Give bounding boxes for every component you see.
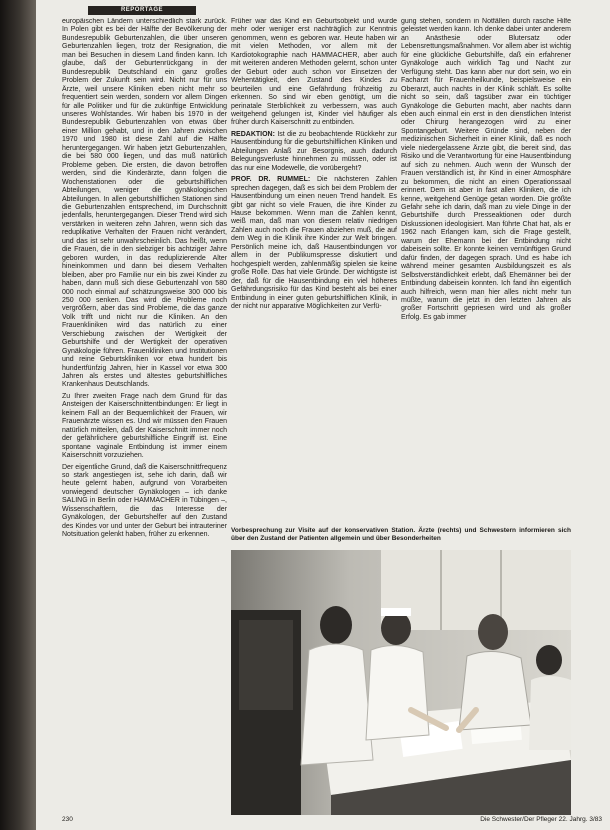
- respondent-label: PROF. DR. RUMMEL:: [231, 176, 311, 184]
- column1-paragraph: europäischen Ländern unterschiedlich stark zurück. In Polen gibt es bei der Hälfte der Bevölkerung der Bundesrepublik Geburtenzahlen, die über unseren Geburtenzahlen liegen, trotz der Resignation, die man bei Besuchen in diesem Land finden kann. Ich glaube, daß der Geburtenrückgang in der Bundesrepublik Deutschland ein ganz großes Problem der Zukunft sein wird. Nicht nur für uns Ärzte, weil unsere Kliniken eben nicht mehr so frequentiert sein werden, sondern vor allem Dingen für alle Politiker und für die zukünftige Entwicklung unseres Wohlstandes. Wir haben bis 1970 in der Bundesrepublik Geburtenzahlen von etwas über einer Million gehabt, und in den Jahren zwischen 1970 und 1980 ist diese Zahl auf die Hälfte heruntergegangen. Wir haben jetzt Geburtenzahlen, die bei 580 000 liegen, und das muß natürlich Probleme geben. Die ersten, die davon betroffen werden, sind die Kinderärzte, dann folgen die Wochenstationen oder die geburtshilflichen Abteilungen, weniger die gynäkologischen Abteilungen. In allen geburtshilflichen Stationen sind die Geburtenzahlen entsprechend, im Durchschnitt jedenfalls, heruntergegangen. Dieser Trend wird sich verstärken in weiteren zehn Jahren, wenn sich das reduplikative Verhalten der Frauen nicht verändert, und das ist sehr unwahrscheinlich. Das heißt, wenn die Frauen, die in den siebziger bis achtziger Jahre geboren wurden, in das reduplizierende Alter hineinkommen und dann bei diesem Verhalten bleiben, aber pro Familie nur ein bis zwei Kinder zu haben, dann muß sich diese Geburtenzahl von 580 000 noch einmal auf schätzungsweise 300 000 bis 250 000 senken. Das wird die Probleme noch vergrößern, aber das sind Probleme, die das ganze Volk trifft und nicht nur die Kliniken. An den Frauenkliniken wird das natürlich zu einer Verschiebung zwischen der Wertigkeit der Geburtshilfe und der Wertigkeit der operativen Gynäkologie führen. Frauenkliniken und Institutionen und reine Geburtskliniken vor etwa hundert bis hundertfünfzig Jahren, hier in Kassel vor etwa 300 Jahren als erstes und ältestes geburtshilfliches Krankenhaus Deutschlands.: [62, 18, 227, 389]
- interview-answer: [231, 176, 397, 311]
- column1-paragraph: Der eigentliche Grund, daß die Kaiserschnittfrequenz so stark angestiegen ist, sehe ich darin, daß wir heute gelernt haben, aufgrund von Vorarbeiten vorwiegend deutscher Gynäkologen – ich danke SALING in Berlin oder HAMMACHER in Tübingen –, Wissenschaftlern, die das Interesse der Gynäkologen, der Geburtshelfer auf den Zustand des Kindes vor und unter der Geburt bei intrauteriner Notsituation gelenkt haben, früher zu erkennen.: [62, 463, 227, 539]
- ward-meeting-photo: [231, 550, 571, 815]
- question-text: Ist die zu beobachtende Rückkehr zur Hausentbindung für die geburtshilflichen Kliniken und Abteilungen Anlaß zur Besorgnis, auch dadurch Belegungsverluste hinnehmen zu müssen, oder ist das nur eine Modewelle, die vorübergeht?: [231, 130, 397, 172]
- column2-paragraph: Früher war das Kind ein Geburtsobjekt und wurde mehr oder weniger erst nachträglich zur Kenntnis genommen, wenn es geboren war. Heute haben wir mit vielen Methoden, vor allem mit der Kardiotokographie nach HAMMACHER, aber auch mit weiteren anderen Methoden gelernt, schon unter der Geburt oder auch schon vor Einsetzen der Wehentätigkeit, den Zustand des Kindes zu beurteilen und eine Gefährdung frühzeitig zu erkennen. So sind wir eben genötigt, um die perinatale Sterblichkeit zu verbessern, was auch weitgehend gelungen ist, Kinder viel häufiger als früher durch Kaiserschnitt zu entbinden.: [231, 18, 397, 127]
- photo-caption: Vorbesprechung zur Visite auf der konservativen Station. Ärzte (rechts) und Schwestern informieren sich über den Zustand der Patienten allgemein und über Besonderheiten: [231, 527, 571, 542]
- column3-paragraph: gung stehen, sondern in Notfällen durch rasche Hilfe geleistet werden kann. Ich denke dabei unter anderem an Anästhesie oder Blutersatz oder Lebensrettungsmaßnahmen. Vor allem aber ist wichtig für eine glückliche Geburtshilfe, daß ein erfahrener Gynäkologe auch wirklich Tag und Nacht zur Verfügung steht. Das kann aber nur dort sein, wo ein Facharzt für Frauenheilkunde, beispielsweise ein Oberarzt, auch nachts in der Klinik schläft. Es sollte nicht so sein, daß tagsüber zwar ein tüchtiger Gynäkologe die Geburten macht, aber nachts dann eben auch einmal ein erst in den dienstlichen Interist oder Chirurg herangezogen wird zu einer Spontangeburt. Weitere Gründe sind, neben der medizinischen Sicherheit in einer Klinik, daß es noch viele niedergelassene Ärzte gibt, die bereit sind, das Risiko und die Verantwortung für eine Hausentbindung auf sich zu nehmen. Auch wenn der Wunsch der Frauen verständlich ist, ihr Kind in einer Atmosphäre zu bekommen, die nicht an einen Operationssaal erinnert. Dem ist aber in fast allen Kliniken, die ich kenne, weitgehend Genüge getan worden. Die größte Gefahr sehe ich darin, daß man zu viele Dinge in der Geburtshilfe durch Presseaktionen oder durch Diskussionen ideologisiert. Man führte Chat hat, als er 1962 nach Erlangen kam, sich die Frage gestellt, warum der Ehemann bei der Entbindung nicht dabeisein sollte. Er konnte keinen vernünftigen Grund dafür finden, der dagegen sprach. Und es habe ich während meiner gesamten Ausbildungszeit es als Selbstverständlichkeit erlebt, daß Ehemänner bei der Entbindung dabeisein konnten. Ich fand ihn eigentlich auch hilfreich, wenn man hier alles nicht mehr tun müßte, warum die jetzt in den letzten Jahren als großer Fortschritt gepriesen wird und als großer Erfolg. Es gab immer: [401, 18, 571, 321]
- interview-question: [231, 131, 397, 173]
- section-tag: REPORTAGE: [88, 6, 196, 15]
- column1-paragraph: Zu Ihrer zweiten Frage nach dem Grund für das Ansteigen der Kaiserschnittentbindungen: Er liegt in keinem Fall an der Bequemlichkeit der Frauen, wir Frauenärzte wissen es. Und wir müssen den Frauen natürlich mitteilen, daß der Kaiserschnitt immer noch der gefährlichere geburtshilfliche Eingriff ist. Eine spontane vaginale Entbindung ist immer einem Kaiserschnitt vorzuziehen.: [62, 392, 227, 460]
- article-column-2: [231, 18, 397, 524]
- answer-text: Die nächsteren Zahlen sprechen dagegen, daß es sich bei dem Problem der Hausentbindung um einen neuen Trend handelt. Es gibt gar nicht so viele Frauen, die ihre Kinder zu Hause bekommen. Wenn man die Zahlen kennt, weiß man, daß man von diesem relativ niedrigen Zahlen auch noch die Frauen abziehen muß, die auf dem Weg in die Klinik ihre Kinder zur Welt bringen. Persönlich meine ich, daß Hausentbindungen vor allem in der Publikumspresse diskutiert und hochgespielt werden, zahlenmäßig spielen sie keine große Rolle. Das hat viele Gründe. Der wichtigste ist der, daß für die Hausentbindung ein viel höheres Gefährdungsrisiko für das Kind besteht als bei einer Entbindung in einer guten geburtshilflichen Klinik, in der nicht nur apparative Möglichkeiten zur Verfü-: [231, 176, 397, 310]
- article-column-3: [401, 18, 571, 524]
- publication-footer: Die Schwester/Der Pfleger 22. Jahrg. 3/83: [480, 816, 602, 823]
- page-number: 230: [62, 816, 73, 823]
- interviewer-label: REDAKTION:: [231, 130, 275, 138]
- photo-illustration: [231, 550, 571, 815]
- article-column-1: [62, 18, 227, 813]
